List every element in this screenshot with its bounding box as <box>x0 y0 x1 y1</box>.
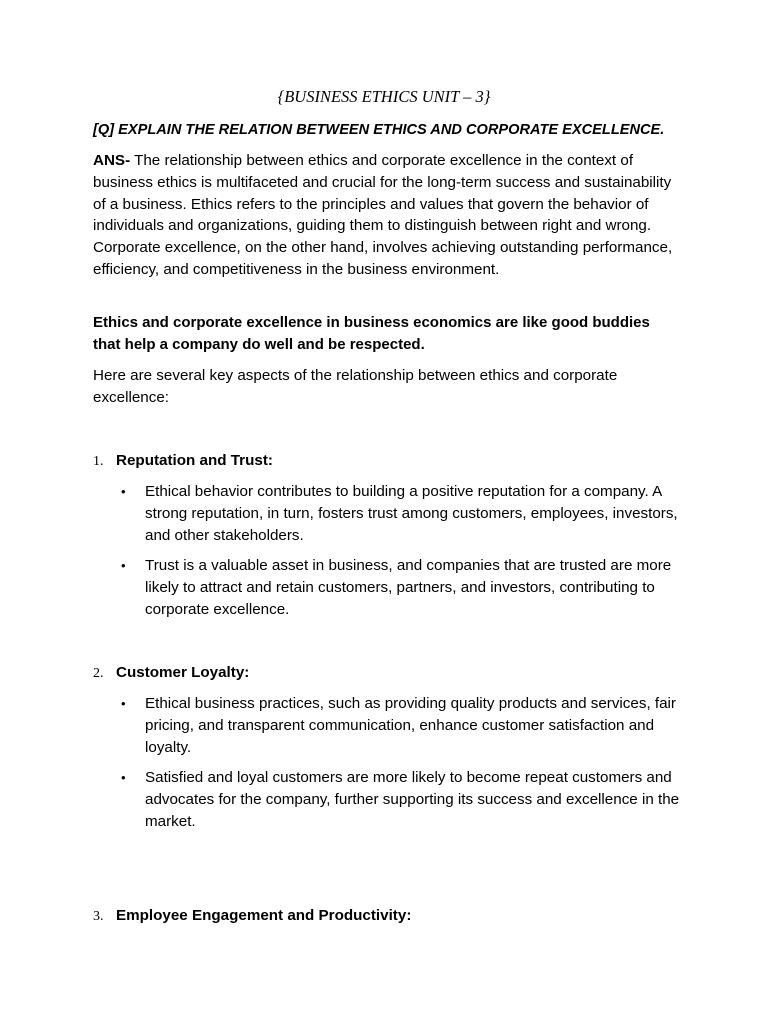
section-number: 3. <box>93 909 104 924</box>
section-number: 1. <box>93 454 104 469</box>
bold-statement: Ethics and corporate excellence in business economics are like good buddies that help a company do well and be respected. <box>93 314 650 353</box>
page-title: {BUSINESS ETHICS UNIT – 3} <box>277 87 491 106</box>
list-item <box>121 693 685 758</box>
question-heading: [Q] EXPLAIN THE RELATION BETWEEN ETHICS AND CORPORATE EXCELLENCE. <box>93 122 665 138</box>
answer-text: The relationship between ethics and corporate excellence in the context of business ethics is multifaceted and crucial for the long-term success and sustainability of a business. Ethics refers to the principles and values that govern the behavior of individuals and organizations, guiding them to distinguish between right and wrong. Corporate excellence, on the other hand, involves achieving outstanding performance, efficiency, and competitiveness in the business environment. <box>93 152 673 278</box>
list-item <box>121 481 685 546</box>
section-heading-2 <box>93 662 249 685</box>
intro-paragraph: Here are several key aspects of the relationship between ethics and corporate excellence: <box>93 367 618 406</box>
answer-paragraph <box>93 150 681 281</box>
list-item <box>121 767 685 832</box>
section-title: Reputation and Trust: <box>116 452 273 469</box>
list-item <box>121 555 685 620</box>
bullet-icon: • <box>121 696 126 711</box>
bullet-icon: • <box>121 558 126 573</box>
answer-label: ANS- <box>93 152 131 169</box>
bullet-text: Ethical business practices, such as providing quality products and services, fair pricing, and transparent communication, enhance customer satisfaction and loyalty. <box>145 695 676 756</box>
bullet-text: Satisfied and loyal customers are more likely to become repeat customers and advocates for the company, further supporting its success and excellence in the market. <box>145 769 680 830</box>
section-title: Customer Loyalty: <box>116 664 250 681</box>
bullet-icon: • <box>121 770 126 785</box>
bullet-icon: • <box>121 484 126 499</box>
section-number: 2. <box>93 666 104 681</box>
bullet-text: Trust is a valuable asset in business, and companies that are trusted are more likely to attract and retain customers, partners, and investors, contributing to corporate excellence. <box>145 557 672 618</box>
section-title: Employee Engagement and Productivity: <box>116 907 412 924</box>
section-heading-1 <box>93 450 273 473</box>
section-heading-3 <box>93 905 411 928</box>
bullet-text: Ethical behavior contributes to building a positive reputation for a company. A strong reputation, in turn, fosters trust among customers, employees, investors, and other stakeholders. <box>145 483 678 544</box>
